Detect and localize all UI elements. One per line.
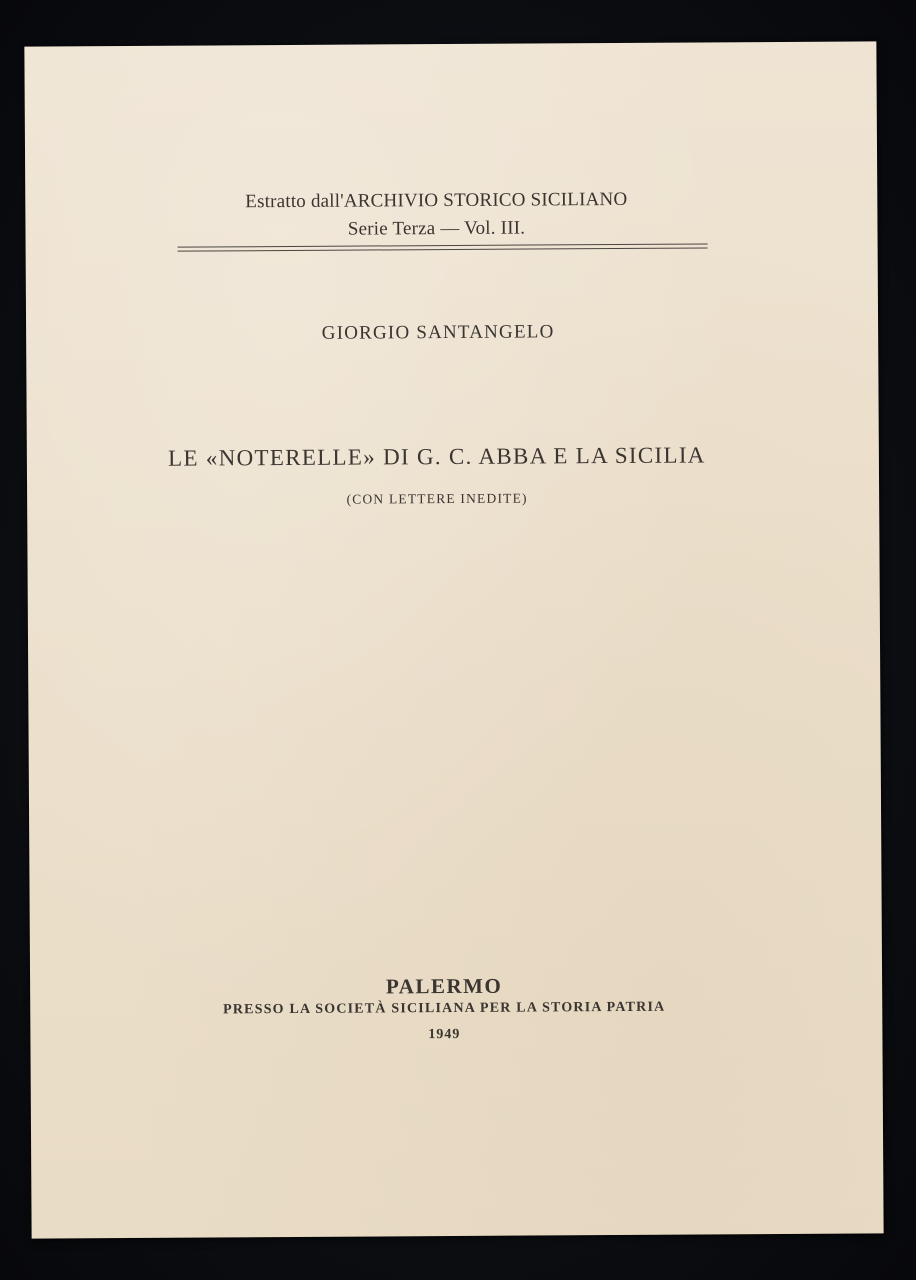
imprint-year: 1949: [428, 1026, 461, 1043]
document-subtitle: (CON LETTERE INEDITE): [346, 490, 528, 507]
document-title: LE «NOTERELLE» DI G. C. ABBA E LA SICILIA: [168, 442, 706, 471]
series-volume: Serie Terza — Vol. III.: [347, 217, 526, 240]
imprint-publisher: PRESSO LA SOCIETÀ SICILIANA PER LA STORIA PATRIA: [223, 999, 666, 1018]
imprint-city: PALERMO: [385, 973, 503, 999]
double-rule-bottom: [178, 247, 708, 251]
series-source: Estratto dall'ARCHIVIO STORICO SICILIANO: [245, 188, 628, 213]
author-name: GIORGIO SANTANGELO: [321, 321, 555, 344]
title-page: [24, 41, 883, 1238]
